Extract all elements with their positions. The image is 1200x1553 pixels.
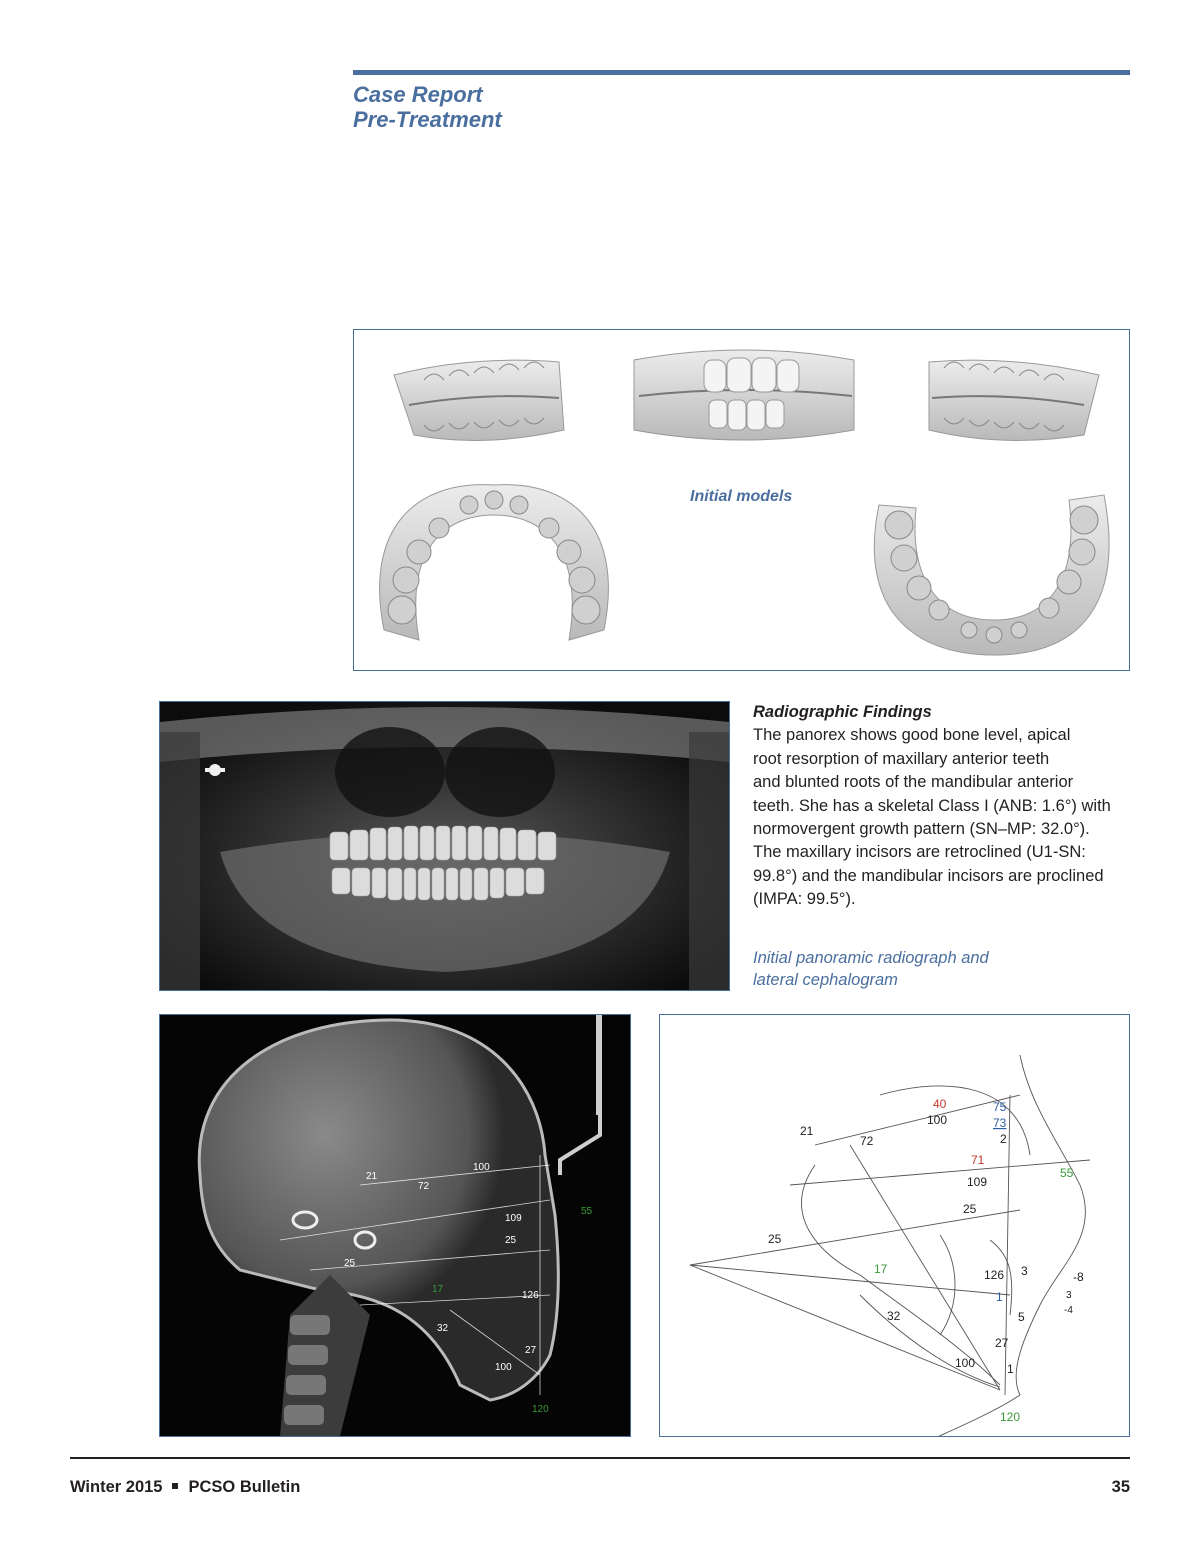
- heading-line-1: Case Report: [353, 82, 483, 107]
- tracing-label: 1: [996, 1290, 1003, 1304]
- model-maxillary-occlusal: [380, 485, 609, 640]
- bullet-square-icon: [172, 1483, 178, 1489]
- ceph-label: 55: [581, 1206, 593, 1217]
- findings-line: and blunted roots of the mandibular anterior: [753, 773, 1074, 792]
- radiographic-findings: [753, 701, 1133, 912]
- tracing-label: 73: [993, 1116, 1007, 1130]
- ceph-label: 109: [505, 1213, 522, 1224]
- findings-line: The panorex shows good bone level, apical: [753, 726, 1071, 745]
- tracing-label: 5: [1018, 1310, 1025, 1324]
- tracing-label: -4: [1064, 1305, 1073, 1316]
- panoramic-radiograph: [159, 701, 730, 991]
- findings-line: teeth. She has a skeletal Class I (ANB: 1.6°) with: [753, 796, 1111, 815]
- findings-line: root resorption of maxillary anterior teeth: [753, 749, 1050, 768]
- tracing-label: 109: [967, 1175, 988, 1189]
- heading-line-2: Pre-Treatment: [353, 107, 502, 132]
- ceph-label: 25: [505, 1235, 517, 1246]
- tracing-label: 32: [887, 1309, 901, 1323]
- cephalogram-image: [160, 1015, 630, 1436]
- radiograph-caption-line-2: lateral cephalogram: [753, 970, 898, 989]
- footer-publication: [70, 1478, 300, 1497]
- radiograph-caption: [753, 948, 989, 991]
- findings-line: normovergent growth pattern (SN–MP: 32.0°).: [753, 820, 1090, 839]
- model-right-lateral: [394, 360, 564, 440]
- ceph-label: 72: [418, 1181, 430, 1192]
- model-left-lateral: [929, 360, 1099, 440]
- ceph-label: 27: [525, 1345, 537, 1356]
- ceph-label: 100: [495, 1362, 512, 1373]
- page-number: 35: [1111, 1478, 1130, 1496]
- section-heading: [353, 82, 502, 132]
- tracing-label: 25: [963, 1202, 977, 1216]
- tracing-label: 55: [1060, 1166, 1074, 1180]
- tracing-label: 126: [984, 1268, 1005, 1282]
- cephalometric-tracing: [659, 1014, 1130, 1437]
- tracing-label: 100: [927, 1113, 948, 1127]
- model-frontal: [634, 350, 854, 440]
- cephalometric-tracing-drawing: [660, 1015, 1129, 1436]
- ceph-label: 17: [432, 1284, 444, 1295]
- ceph-label: 21: [366, 1171, 378, 1182]
- tracing-label: 2: [1000, 1132, 1007, 1146]
- top-rule: [353, 70, 1130, 75]
- ceph-label: 32: [437, 1323, 449, 1334]
- ceph-label: 25: [344, 1258, 356, 1269]
- ceph-label: 100: [473, 1162, 490, 1173]
- tracing-label: 27: [995, 1336, 1009, 1350]
- findings-line: (IMPA: 99.5°).: [753, 890, 856, 909]
- findings-title: Radiographic Findings: [753, 703, 932, 721]
- tracing-label: 3: [1066, 1290, 1072, 1301]
- radiograph-caption-line-1: Initial panoramic radiograph and: [753, 949, 989, 967]
- findings-line: The maxillary incisors are retroclined (U1-SN:: [753, 843, 1086, 862]
- tracing-label: 72: [860, 1134, 874, 1148]
- model-mandibular-occlusal: [874, 495, 1109, 655]
- footer-issue: Winter 2015: [70, 1478, 163, 1496]
- tracing-label: 17: [874, 1262, 888, 1276]
- footer-publication-name: PCSO Bulletin: [188, 1478, 301, 1496]
- tracing-label: 71: [971, 1153, 985, 1167]
- ceph-label: 126: [522, 1290, 539, 1301]
- tracing-label: 3: [1021, 1264, 1028, 1278]
- ceph-label: 120: [532, 1404, 549, 1415]
- lateral-cephalogram: [159, 1014, 631, 1437]
- tracing-label: 40: [933, 1097, 947, 1111]
- panoramic-radiograph-image: [160, 702, 729, 990]
- initial-models-caption: Initial models: [690, 488, 793, 505]
- tracing-label: 1: [1007, 1362, 1014, 1376]
- findings-line: 99.8°) and the mandibular incisors are proclined: [753, 866, 1104, 885]
- tracing-label: 120: [1000, 1410, 1021, 1424]
- tracing-label: 75: [993, 1100, 1007, 1114]
- tracing-label: 100: [955, 1356, 976, 1370]
- tracing-label: -8: [1073, 1270, 1084, 1284]
- tracing-label: 21: [800, 1124, 814, 1138]
- footer-rule: [70, 1457, 1130, 1459]
- tracing-label: 25: [768, 1232, 782, 1246]
